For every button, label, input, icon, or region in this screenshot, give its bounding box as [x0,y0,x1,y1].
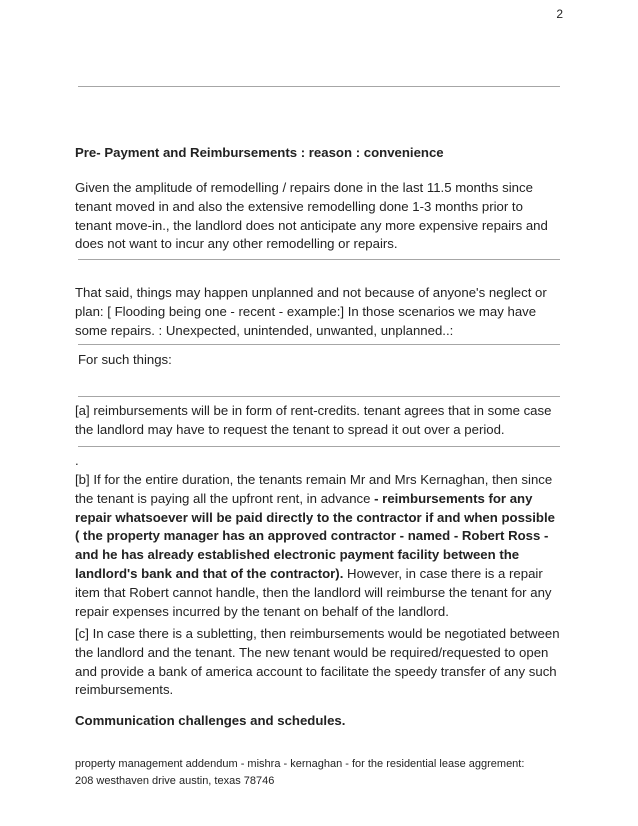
paragraph-item-b [75,471,563,621]
paragraph-unplanned: That said, things may happen unplanned and not because of anyone's neglect or plan: [ Flooding being one - recent - example:] In those scenarios we may have some repairs. : Unexpected, unintended, unwanted, unplanned..: [75,285,547,338]
paragraph-item-c: [c] In case there is a subletting, then reimbursements would be negotiated between the landlord and the tenant. The new tenant would be required/requested to open and provide a bank of america account to facilitate the speedy transfer of any such reimbursements. [75,626,560,698]
paragraph-such-things: For such things: [78,352,172,367]
divider-rule [78,396,560,397]
divider-rule [78,86,560,87]
page-number: 2 [556,7,563,21]
item-b-text-end: However, in case there is a repair item that Robert cannot handle, then the landlord will reimburse the tenant for any repair expenses incurred by the tenant on behalf of the landlord. [75,565,552,619]
divider-rule [78,259,560,260]
divider-rule [78,344,560,345]
paragraph-item-a: [a] reimbursements will be in form of rent-credits. tenant agrees that in some case the landlord may have to request the tenant to spread it out over a period. [75,403,552,437]
divider-rule [78,446,560,447]
section-heading-prepayment: Pre- Payment and Reimbursements : reason : convenience [75,145,444,160]
page-footer: property management addendum - mishra - kernaghan - for the residential lease aggrement: 208 westhaven drive austin, texas 78746 [75,758,525,787]
section-heading-communication: Communication challenges and schedules. [75,713,346,728]
item-b-text-start: [b] If for the entire duration, the tenants remain Mr and Mrs Kernaghan, then since the tenant is paying all the upfront rent, in advance [75,472,553,506]
paragraph-dot: . [75,453,79,468]
item-b-bold-text: - reimbursements for any repair whatsoever will be paid directly to the contractor if and when possible ( the property manager has an approved contractor - named - Robert Ross - and he has already established electronic payment facility between the landlord's bank and that of the contractor). [75,490,555,581]
paragraph-remodelling: Given the amplitude of remodelling / repairs done in the last 11.5 months since tenant moved in and also the extensive remodelling done 1-3 months prior to tenant move-in., the landlord does not anticipate any more expensive repairs and does not want to incur any other remodelling or repairs. [75,180,548,252]
